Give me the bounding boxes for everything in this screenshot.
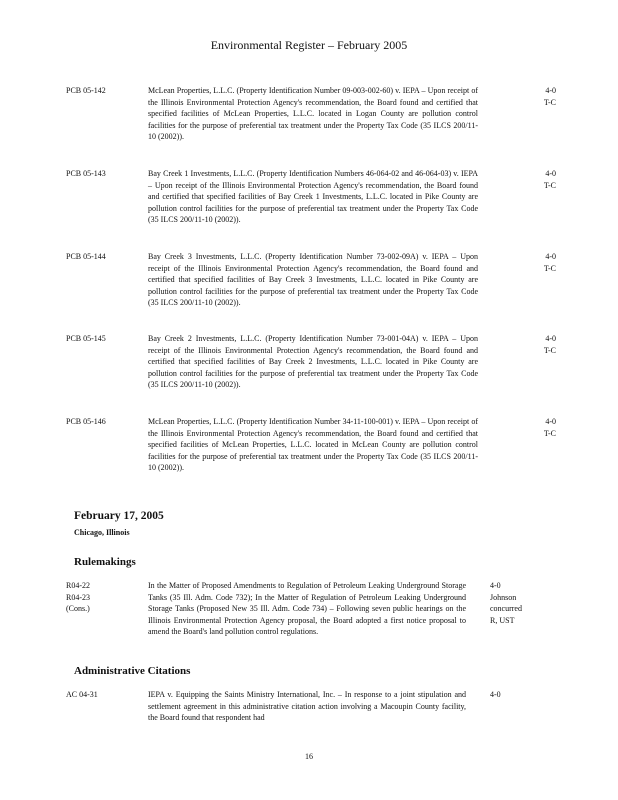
case-number: PCB 05-146 — [66, 417, 106, 426]
rulemaking-numbers: R04-22 R04-23 (Cons.) — [66, 581, 90, 614]
vote-count: 4-0 T-C — [543, 252, 556, 273]
case-number: AC 04-31 — [66, 690, 98, 699]
meeting-location: Chicago, Illinois — [74, 528, 130, 537]
section-heading-administrative-citations: Administrative Citations — [74, 665, 191, 677]
case-entry — [66, 168, 566, 240]
case-number: PCB 05-145 — [66, 334, 106, 343]
citation-summary: IEPA v. Equipping the Saints Ministry International, Inc. – In response to a joint stipulation and settlement agreement in this administrative citation action involving a Macoupin County facility, the Board found that respondent had — [148, 690, 466, 723]
case-summary: McLean Properties, L.L.C. (Property Identification Number 09-003-002-60) v. IEPA – Upon receipt of the Illinois Environmental Protection Agency's recommendation, the Board found and certified that specified facilities of McLean Properties, L.L.C. located in Logan County are pollution control facilities for the purpose of preferential tax treatment under the Property Tax Code (35 ILCS 200/11-10 (2002)). — [148, 86, 478, 142]
case-number: PCB 05-142 — [66, 86, 106, 95]
case-entry — [66, 416, 566, 488]
case-summary: Bay Creek 2 Investments, L.L.C. (Property Identification Number 73-001-04A) v. IEPA – Upon receipt of the Illinois Environmental Protection Agency's recommendation, the Board found and certified that specified facilities of Bay Creek 2 Investments, L.L.C. located in Pike County are pollution control facilities for the purpose of preferential tax treatment under the Property Tax Code (35 ILCS 200/11-10 (2002)). — [148, 334, 478, 390]
meeting-date: February 17, 2005 — [74, 510, 164, 522]
case-summary: McLean Properties, L.L.C. (Property Identification Number 34-11-100-001) v. IEPA – Upon receipt of the Illinois Environmental Protection Agency's recommendation, the Board found and certified that specified facilities of McLean Properties, L.L.C. located in McLean County are pollution control facilities for the purpose of preferential tax treatment under the Property Tax Code (35 ILCS 200/11-10 (2002)). — [148, 417, 478, 473]
case-entry — [66, 333, 566, 405]
case-number: PCB 05-143 — [66, 169, 106, 178]
page-header: Environmental Register – February 2005 — [210, 38, 408, 52]
case-number: PCB 05-144 — [66, 252, 106, 261]
page-number: 16 — [305, 752, 313, 761]
vote-count: 4-0 T-C — [543, 334, 556, 355]
case-summary: Bay Creek 1 Investments, L.L.C. (Property Identification Numbers 46-064-02 and 46-064-03) v. IEPA – Upon receipt of the Illinois Environmental Protection Agency's recommendation, the Board found and certified that specified facilities of Bay Creek 1 Investments, L.L.C. located in Pike County are pollution control facilities for the purpose of preferential tax treatment under the Property Tax Code (35 ILCS 200/11-10 (2002)). — [148, 169, 478, 225]
case-summary: Bay Creek 3 Investments, L.L.C. (Property Identification Number 73-002-09A) v. IEPA – Upon receipt of the Illinois Environmental Protection Agency's recommendation, the Board found and certified that specified facilities of Bay Creek 3 Investments, L.L.C. located in Pike County are pollution control facilities for the purpose of preferential tax treatment under the Property Tax Code (35 ILCS 200/11-10 (2002)). — [148, 252, 478, 308]
rulemaking-summary: In the Matter of Proposed Amendments to Regulation of Petroleum Leaking Underground Storage Tanks (35 Ill. Adm. Code 732); In the Matter of Regulation of Petroleum Leaking Underground Storage Tanks (Proposed New 35 Ill. Adm. Code 734) – Following seven public hearings on the Illinois Environmental Protection Agency proposal, the Board adopted a first notice proposal to amend the Board's land pollution control regulations. — [148, 581, 466, 637]
section-heading-rulemakings: Rulemakings — [74, 556, 136, 568]
vote-count: 4-0 T-C — [543, 417, 556, 438]
case-entry — [66, 251, 566, 323]
vote-count: 4-0 T-C — [543, 169, 556, 190]
vote-count: 4-0 — [490, 690, 501, 699]
vote-count: 4-0 Johnson concurred R, UST — [490, 581, 522, 625]
case-entry — [66, 85, 566, 157]
vote-count: 4-0 T-C — [543, 86, 556, 107]
